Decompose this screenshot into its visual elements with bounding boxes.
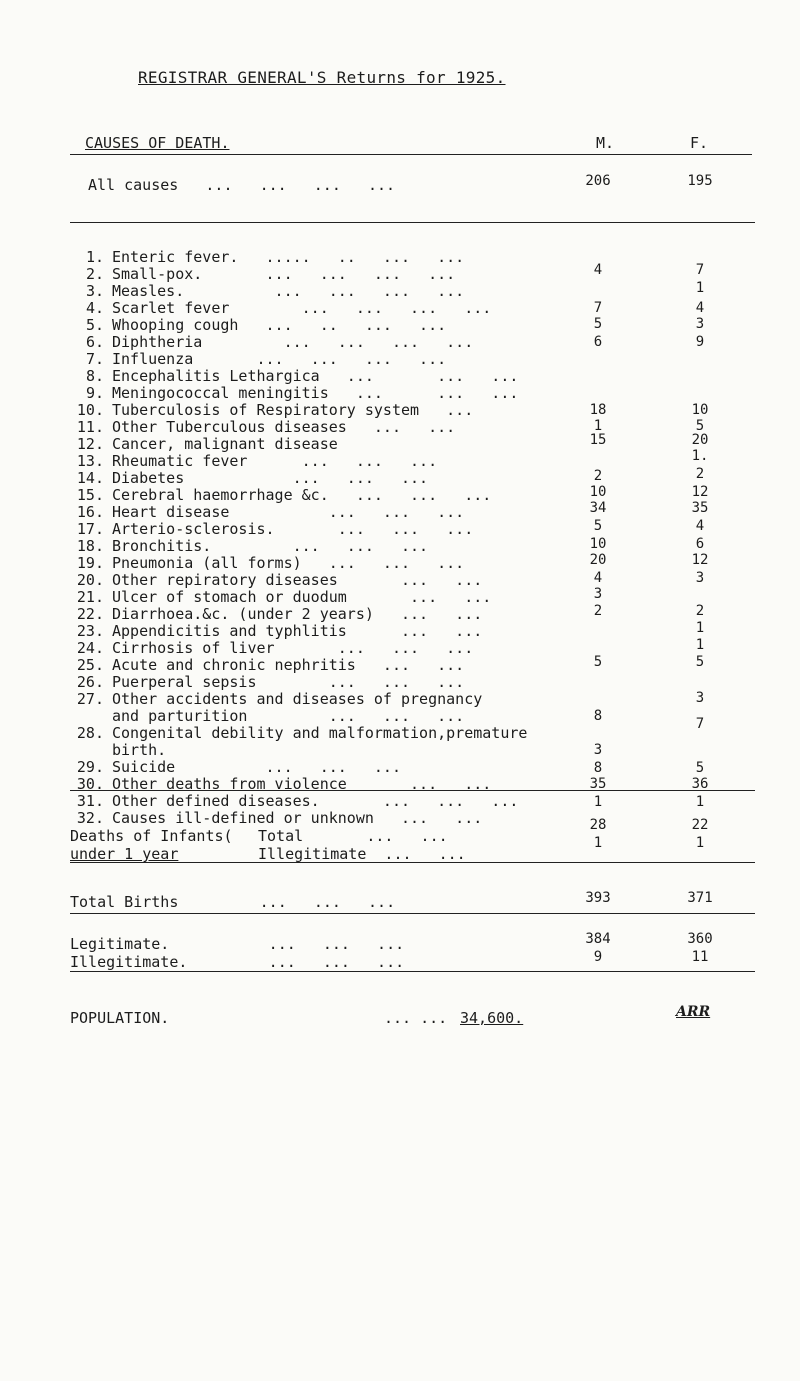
- cause-label: Rheumatic fever ... ... ...: [112, 452, 438, 470]
- cause-number: 10.: [76, 401, 104, 419]
- cause-value-f: 1: [695, 794, 705, 810]
- cause-number: 13.: [76, 452, 104, 470]
- cause-number: 29.: [76, 758, 104, 776]
- cause-value-f: 2: [695, 603, 705, 619]
- cause-value-f: 1: [695, 637, 705, 653]
- cause-value-f: 12: [691, 552, 709, 568]
- page-title: REGISTRAR GENERAL'S Returns for 1925.: [138, 68, 506, 87]
- cause-value-f: 5: [695, 418, 705, 434]
- cause-number: 27.: [76, 690, 104, 708]
- cause-value-m: 5: [593, 518, 603, 534]
- cause-value-m: 4: [593, 262, 603, 278]
- cause-label: Small-pox. ... ... ... ...: [112, 265, 456, 283]
- cause-value-m: 1: [593, 418, 603, 434]
- cause-label: Other accidents and diseases of pregnancy: [112, 690, 483, 708]
- cause-value-f: 5: [695, 654, 705, 670]
- cause-number: 6.: [85, 333, 104, 351]
- cause-number: 3.: [85, 282, 104, 300]
- cause-number: 7.: [85, 350, 104, 368]
- cause-value-f: 5: [695, 760, 705, 776]
- cause-label: Encephalitis Lethargica ... ... ...: [112, 367, 519, 385]
- cause-number: 23.: [76, 622, 104, 640]
- initials-signature: ARR: [676, 1004, 711, 1020]
- total-births-f: 371: [687, 890, 713, 906]
- all-causes-label: All causes ... ... ... ...: [88, 176, 396, 194]
- cause-value-m: 8: [593, 708, 603, 724]
- all-causes-m: 206: [585, 173, 611, 189]
- cause-value-f: 3: [695, 570, 705, 586]
- cause-value-m: 34: [589, 500, 607, 516]
- infants-label-line2: under 1 year: [70, 845, 179, 863]
- cause-value-f: 1.: [691, 448, 709, 464]
- cause-number: 14.: [76, 469, 104, 487]
- header-rule: [70, 154, 752, 155]
- infants-illegit-label: Illegitimate ... ...: [258, 845, 466, 863]
- infants-label-line1: Deaths of Infants(: [70, 827, 233, 845]
- cause-number: 12.: [76, 435, 104, 453]
- cause-number: 1.: [85, 248, 104, 266]
- cause-value-f: 2: [695, 466, 705, 482]
- cause-label: Diabetes ... ... ...: [112, 469, 429, 487]
- cause-number: 16.: [76, 503, 104, 521]
- cause-value-f: 12: [691, 484, 709, 500]
- cause-value-m: 10: [589, 484, 607, 500]
- column-f-header: F.: [690, 134, 709, 152]
- cause-value-f: 1: [695, 620, 705, 636]
- infants-illegit-m: 1: [593, 835, 603, 851]
- cause-value-m: 18: [589, 402, 607, 418]
- cause-value-f: 10: [691, 402, 709, 418]
- cause-value-f: 4: [695, 518, 705, 534]
- cause-number: 20.: [76, 571, 104, 589]
- cause-value-m: 10: [589, 536, 607, 552]
- cause-value-m: 5: [593, 654, 603, 670]
- cause-label: Whooping cough ... .. ... ...: [112, 316, 447, 334]
- cause-label: Ulcer of stomach or duodum ... ...: [112, 588, 492, 606]
- cause-value-m: 35: [589, 776, 607, 792]
- cause-number: 15.: [76, 486, 104, 504]
- illegitimate-label: Illegitimate. ... ... ...: [70, 953, 405, 971]
- cause-value-f: 7: [695, 716, 705, 732]
- causes-bottom-rule: [70, 790, 755, 791]
- all-causes-f: 195: [687, 173, 713, 189]
- cause-label: Acute and chronic nephritis ... ...: [112, 656, 465, 674]
- cause-value-m: 3: [593, 742, 603, 758]
- cause-number: 31.: [76, 792, 104, 810]
- cause-number: 28.: [76, 724, 104, 742]
- column-m-header: M.: [596, 134, 615, 152]
- cause-label: Bronchitis. ... ... ...: [112, 537, 429, 555]
- cause-label: Enteric fever. ..... .. ... ...: [112, 248, 465, 266]
- cause-number: 24.: [76, 639, 104, 657]
- cause-value-m: 2: [593, 603, 603, 619]
- cause-label: Congenital debility and malformation,premature: [112, 724, 528, 742]
- infants-rule: [70, 862, 755, 863]
- cause-value-f: 9: [695, 334, 705, 350]
- cause-label: Influenza ... ... ... ...: [112, 350, 447, 368]
- infants-illegit-f: 1: [695, 835, 705, 851]
- cause-label: Scarlet fever ... ... ... ...: [112, 299, 492, 317]
- cause-label: Appendicitis and typhlitis ... ...: [112, 622, 483, 640]
- cause-label: Other defined diseases. ... ... ...: [112, 792, 519, 810]
- illegitimate-m: 9: [593, 949, 603, 965]
- infants-total-f: 22: [691, 817, 709, 833]
- cause-label: Meningococcal meningitis ... ... ...: [112, 384, 519, 402]
- total-births-label: Total Births ... ... ...: [70, 893, 396, 911]
- cause-number: 9.: [85, 384, 104, 402]
- cause-value-m: 3: [593, 586, 603, 602]
- cause-value-m: 2: [593, 468, 603, 484]
- cause-label: Cancer, malignant disease: [112, 435, 338, 453]
- population-dots: ... ...: [384, 1009, 448, 1027]
- cause-label: Puerperal sepsis ... ... ...: [112, 673, 465, 691]
- causes-header: CAUSES OF DEATH.: [85, 134, 230, 152]
- cause-label: Other Tuberculous diseases ... ...: [112, 418, 456, 436]
- cause-value-f: 4: [695, 300, 705, 316]
- cause-number: 2.: [85, 265, 104, 283]
- total-births-m: 393: [585, 890, 611, 906]
- cause-value-m: 1: [593, 794, 603, 810]
- cause-number: 8.: [85, 367, 104, 385]
- cause-value-f: 20: [691, 432, 709, 448]
- illegitimate-f: 11: [691, 949, 709, 965]
- cause-number: 30.: [76, 775, 104, 793]
- cause-number: 18.: [76, 537, 104, 555]
- cause-label: Cirrhosis of liver ... ... ...: [112, 639, 474, 657]
- cause-value-f: 6: [695, 536, 705, 552]
- cause-value-m: 6: [593, 334, 603, 350]
- cause-label: Suicide ... ... ...: [112, 758, 401, 776]
- cause-value-m: 7: [593, 300, 603, 316]
- cause-value-f: 3: [695, 690, 705, 706]
- cause-number: 5.: [85, 316, 104, 334]
- infants-total-label: Total ... ...: [258, 827, 448, 845]
- cause-label: Arterio-sclerosis. ... ... ...: [112, 520, 474, 538]
- cause-label: Causes ill-defined or unknown ... ...: [112, 809, 483, 827]
- cause-number: 19.: [76, 554, 104, 572]
- cause-number: 32.: [76, 809, 104, 827]
- all-causes-rule: [70, 222, 755, 223]
- cause-value-f: 1: [695, 280, 705, 296]
- cause-label: Cerebral haemorrhage &c. ... ... ...: [112, 486, 492, 504]
- cause-value-f: 36: [691, 776, 709, 792]
- cause-label: Heart disease ... ... ...: [112, 503, 465, 521]
- cause-label: Measles. ... ... ... ...: [112, 282, 465, 300]
- legitimacy-rule: [70, 971, 755, 972]
- cause-label-continued: birth.: [112, 741, 167, 759]
- cause-number: 11.: [76, 418, 104, 436]
- cause-number: 17.: [76, 520, 104, 538]
- cause-label-continued: and parturition ... ... ...: [112, 707, 465, 725]
- cause-number: 25.: [76, 656, 104, 674]
- cause-value-f: 7: [695, 262, 705, 278]
- legitimate-m: 384: [585, 931, 611, 947]
- cause-number: 22.: [76, 605, 104, 623]
- cause-value-m: 8: [593, 760, 603, 776]
- cause-label: Other repiratory diseases ... ...: [112, 571, 483, 589]
- cause-label: Tuberculosis of Respiratory system ...: [112, 401, 474, 419]
- cause-number: 26.: [76, 673, 104, 691]
- cause-label: Diphtheria ... ... ... ...: [112, 333, 474, 351]
- cause-number: 4.: [85, 299, 104, 317]
- population-label: POPULATION.: [70, 1009, 170, 1027]
- population-value: 34,600.: [460, 1009, 524, 1027]
- cause-value-f: 3: [695, 316, 705, 332]
- cause-label: Pneumonia (all forms) ... ... ...: [112, 554, 465, 572]
- cause-label: Diarrhoea.&c. (under 2 years) ... ...: [112, 605, 483, 623]
- legitimate-label: Legitimate. ... ... ...: [70, 935, 405, 953]
- births-rule: [70, 913, 755, 914]
- cause-value-m: 20: [589, 552, 607, 568]
- cause-value-m: 4: [593, 570, 603, 586]
- cause-value-f: 35: [691, 500, 709, 516]
- legitimate-f: 360: [687, 931, 713, 947]
- cause-value-m: 15: [589, 432, 607, 448]
- cause-label: Other deaths from violence ... ...: [112, 775, 492, 793]
- infants-total-m: 28: [589, 817, 607, 833]
- cause-number: 21.: [76, 588, 104, 606]
- cause-value-m: 5: [593, 316, 603, 332]
